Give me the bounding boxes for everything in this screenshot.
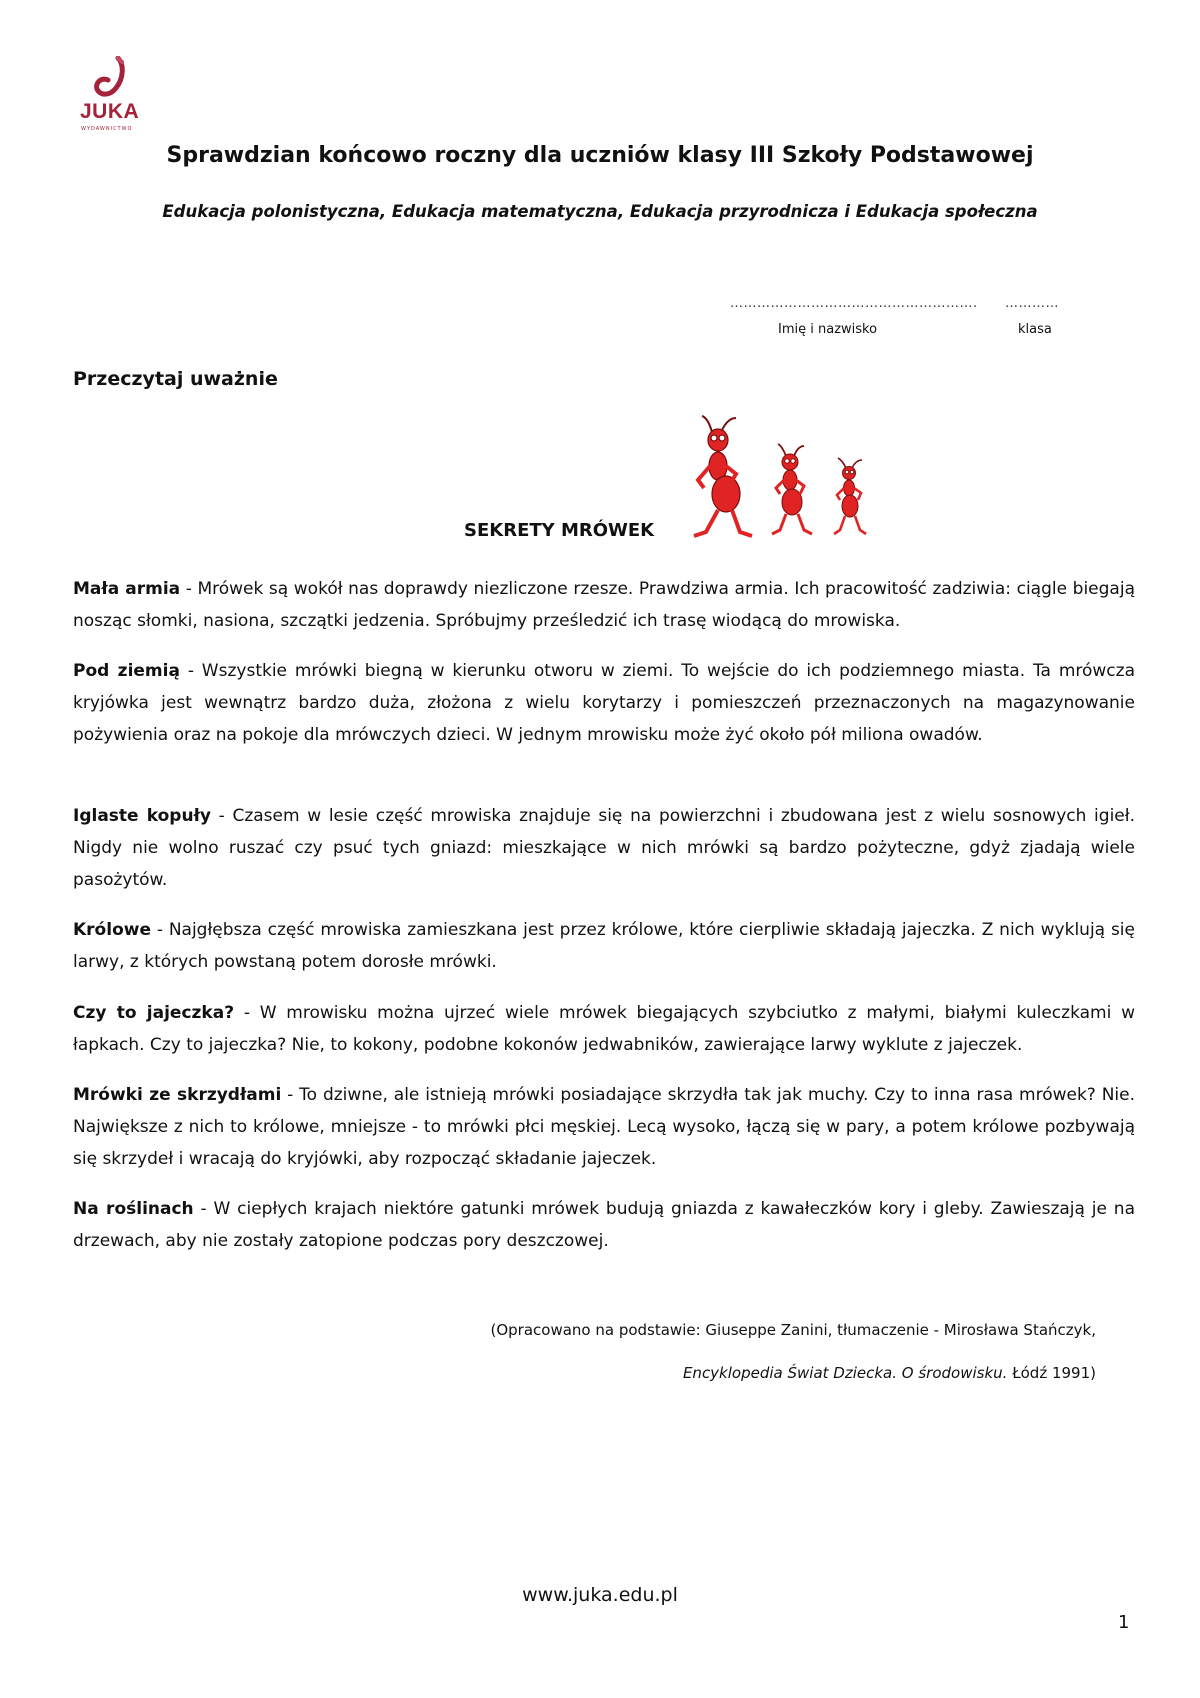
name-field-line: ………………………………………………. — [730, 296, 978, 311]
paragraph-text: - To dziwne, ale istnieją mrówki posiadające skrzydła tak jak muchy. Czy to inna rasa mrówek? Nie. Największe z nich to królowe, mniejsze - to mrówki płci męskiej. Lecą wysoko, łączą się w pary, a potem królowe pozbywają się skrzydeł i wracają do kryjówki, aby rozpocząć składanie jajeczek. — [73, 1085, 1135, 1169]
paragraph-text: - Czasem w lesie część mrowiska znajduje się na powierzchni i zbudowana jest z wielu sosnowych igieł. Nigdy nie wolno ruszać czy psuć tych gniazd: mieszkające w nich mrówki są bardzo pożyteczne, gdyż zjadają wiele pasożytów. — [73, 806, 1135, 890]
paragraph-na-roslinach — [73, 1193, 1135, 1257]
paragraph-heading: Czy to jajeczka? — [73, 1003, 235, 1023]
juka-logo — [78, 56, 150, 136]
ants-illustration — [692, 414, 886, 540]
paragraph-text: - W mrowisku można ujrzeć wiele mrówek biegających szybciutko z małymi, białymi kuleczkami w łapkach. Czy to jajeczka? Nie, to kokony, podobne kokonów jedwabników, zawierające larwy wyklute z jajeczek. — [73, 1003, 1135, 1055]
paragraph-heading: Pod ziemią — [73, 661, 180, 681]
paragraph-iglaste-kopuly — [73, 800, 1135, 896]
source-book-title: Encyklopedia Świat Dziecka. O środowisku. — [682, 1364, 1008, 1382]
document-subtitle: Edukacja polonistyczna, Edukacja matematyczna, Edukacja przyrodnicza i Edukacja społeczna — [162, 202, 1038, 221]
paragraph-heading: Mrówki ze skrzydłami — [73, 1085, 282, 1105]
paragraph-heading: Królowe — [73, 920, 151, 940]
logo-brand: JUKA — [80, 100, 140, 123]
source-place-year: Łódź 1991) — [1007, 1364, 1096, 1382]
story-title: SEKRETY MRÓWEK — [464, 520, 655, 541]
paragraph-mrowki-ze-skrzydlami — [73, 1079, 1135, 1175]
paragraph-heading: Na roślinach — [73, 1199, 194, 1219]
medium-ant-icon — [772, 444, 812, 534]
page-number: 1 — [1118, 1612, 1130, 1633]
paragraph-mala-armia — [73, 573, 1135, 637]
paragraph-text: - Najgłębsza część mrowiska zamieszkana jest przez królowe, które cierpliwie składają jajeczka. Z nich wyklują się larwy, z których powstaną potem dorosłe mrówki. — [73, 920, 1135, 972]
instruction-heading: Przeczytaj uważnie — [73, 368, 278, 390]
paragraph-text: - Mrówek są wokół nas doprawdy niezliczone rzesze. Prawdziwa armia. Ich pracowitość zadziwia: ciągle biegają nosząc słomki, nasiona, szczątki jedzenia. Spróbujmy prześledzić ich trasę wiodącą do mrowiska. — [73, 579, 1135, 631]
paragraph-heading: Iglaste kopuły — [73, 806, 211, 826]
footer-url[interactable]: www.juka.edu.pl — [522, 1584, 678, 1606]
source-citation-line2 — [683, 1364, 1096, 1382]
document-title: Sprawdzian końcowo roczny dla uczniów klasy III Szkoły Podstawowej — [166, 143, 1034, 168]
source-citation-line1: (Opracowano na podstawie: Giuseppe Zanini, tłumaczenie - Mirosława Stańczyk, — [490, 1321, 1096, 1339]
paragraph-krolowe — [73, 914, 1135, 978]
class-field-line: ………… — [1005, 296, 1059, 311]
paragraph-heading: Mała armia — [73, 579, 181, 599]
small-ant-icon — [834, 458, 866, 534]
name-label: Imię i nazwisko — [778, 322, 878, 337]
logo-tagline: WYDAWNICTWO — [81, 126, 133, 132]
paragraph-czy-to-jajeczka — [73, 997, 1135, 1061]
class-label: klasa — [1018, 322, 1052, 337]
juka-logo-icon — [92, 56, 134, 100]
big-ant-icon — [694, 416, 752, 536]
paragraph-text: - W ciepłych krajach niektóre gatunki mrówek budują gniazda z kawałeczków kory i gleby. Zawieszają je na drzewach, aby nie zostały zatopione podczas pory deszczowej. — [73, 1199, 1135, 1251]
paragraph-pod-ziemia — [73, 655, 1135, 751]
paragraph-text: - Wszystkie mrówki biegną w kierunku otworu w ziemi. To wejście do ich podziemnego miasta. Ta mrówcza kryjówka jest wewnątrz bardzo duża, złożona z wielu korytarzy i pomieszczeń przeznaczonych na magazynowanie pożywienia oraz na pokoje dla mrówczych dzieci. W jednym mrowisku może żyć około pół miliona owadów. — [73, 661, 1135, 745]
